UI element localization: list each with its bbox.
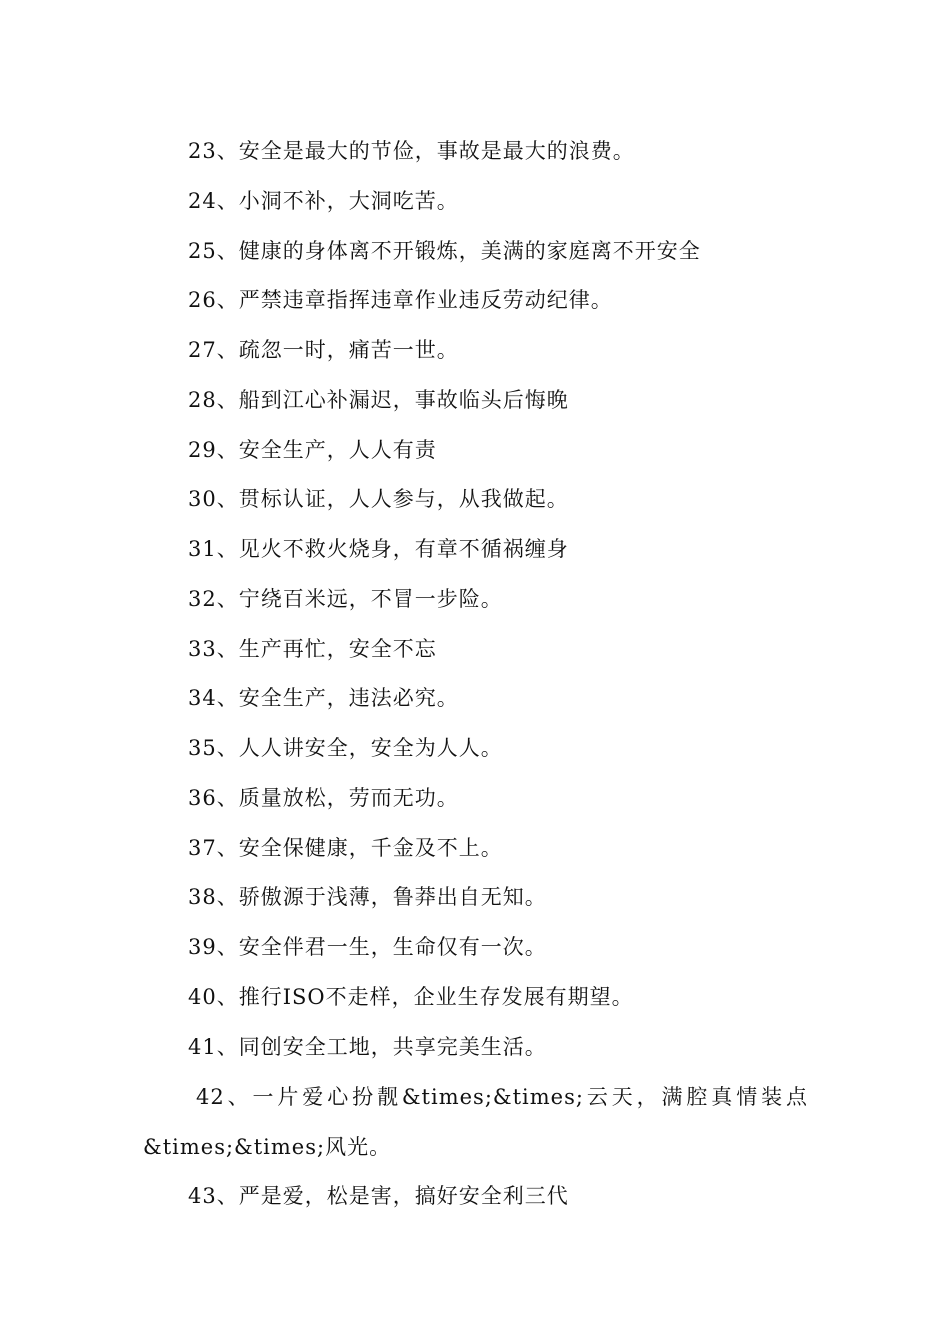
slogan-40: 40、推行ISO不走样，企业生存发展有期望。 bbox=[188, 985, 634, 1009]
slogan-42-line-1: 42、一片爱心扮靓&times;&times;云天，满腔真情装点 bbox=[196, 1085, 808, 1109]
slogan-42-line-2: &times;&times;风光。 bbox=[143, 1135, 392, 1159]
slogan-39: 39、安全伴君一生，生命仅有一次。 bbox=[188, 935, 547, 959]
slogan-34: 34、安全生产，违法必究。 bbox=[188, 686, 459, 710]
slogan-41: 41、同创安全工地，共享完美生活。 bbox=[188, 1035, 547, 1059]
slogan-37: 37、安全保健康，千金及不上。 bbox=[188, 836, 503, 860]
slogan-35: 35、人人讲安全，安全为人人。 bbox=[188, 736, 503, 760]
slogan-38: 38、骄傲源于浅薄，鲁莽出自无知。 bbox=[188, 885, 547, 909]
slogan-24: 24、小洞不补，大洞吃苦。 bbox=[188, 189, 459, 213]
slogan-31: 31、见火不救火烧身，有章不循祸缠身 bbox=[188, 537, 569, 561]
slogan-25: 25、健康的身体离不开锻炼，美满的家庭离不开安全 bbox=[188, 239, 701, 263]
slogan-26: 26、严禁违章指挥违章作业违反劳动纪律。 bbox=[188, 288, 613, 312]
slogan-43: 43、严是爱，松是害，搞好安全利三代 bbox=[188, 1184, 569, 1208]
slogan-23: 23、安全是最大的节俭，事故是最大的浪费。 bbox=[188, 139, 635, 163]
slogan-28: 28、船到江心补漏迟，事故临头后悔晚 bbox=[188, 388, 569, 412]
slogan-29: 29、安全生产，人人有责 bbox=[188, 438, 437, 462]
slogan-32: 32、宁绕百米远，不冒一步险。 bbox=[188, 587, 503, 611]
slogan-33: 33、生产再忙，安全不忘 bbox=[188, 637, 437, 661]
slogan-30: 30、贯标认证，人人参与，从我做起。 bbox=[188, 487, 569, 511]
slogan-36: 36、质量放松，劳而无功。 bbox=[188, 786, 459, 810]
slogan-27: 27、疏忽一时，痛苦一世。 bbox=[188, 338, 459, 362]
